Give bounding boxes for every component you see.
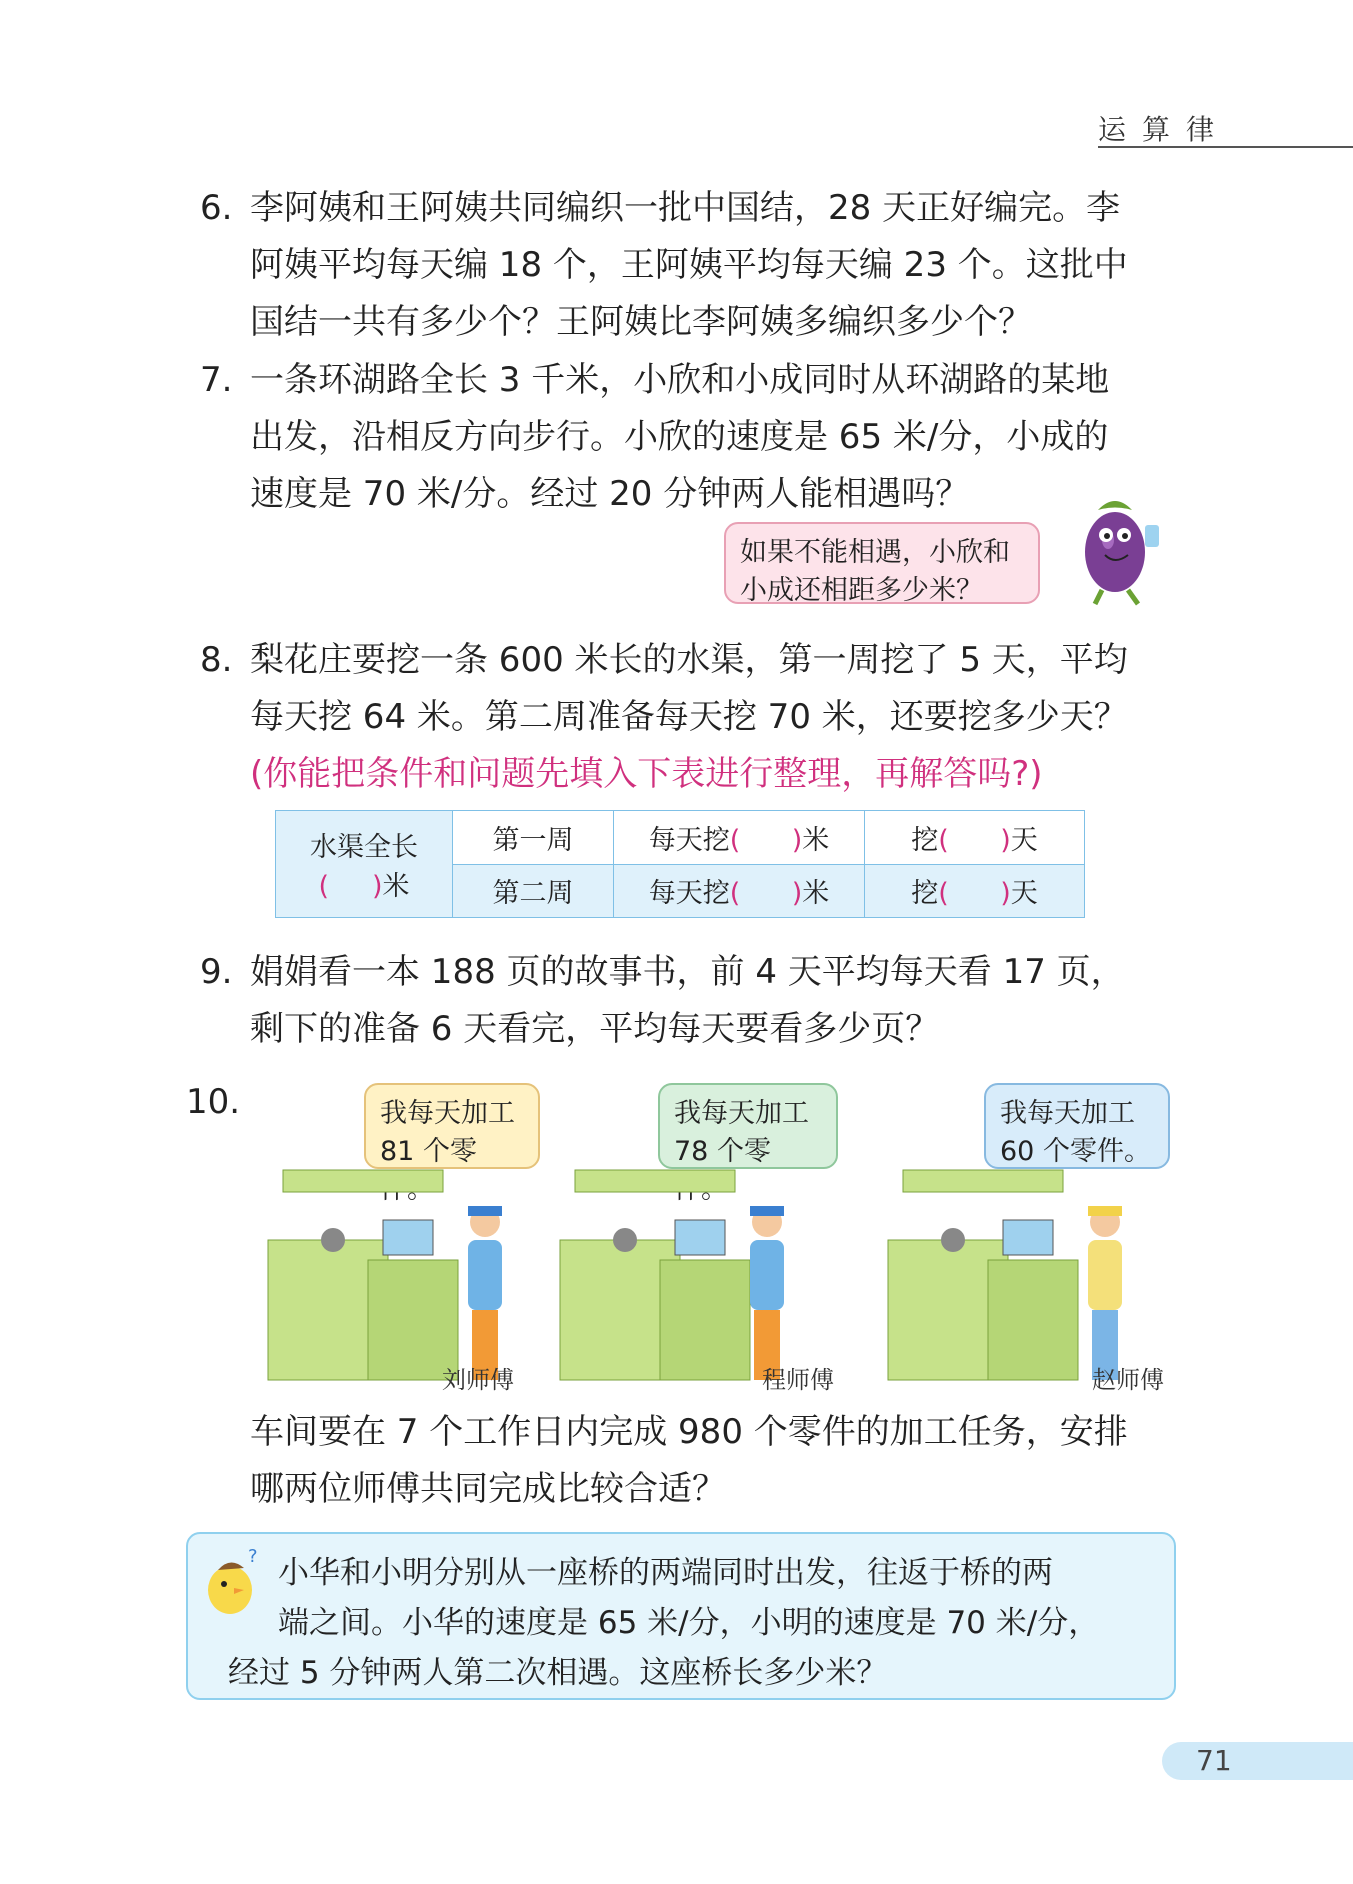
- problem-6: [200, 180, 1180, 351]
- problem-line: 出发，沿相反方向步行。小欣的速度是 65 米/分，小成的: [250, 417, 1109, 457]
- problem-number: 6.: [200, 188, 233, 228]
- problem-number: 8.: [200, 640, 233, 680]
- bubble-line: 我每天加工: [1000, 1098, 1135, 1129]
- worker-name-zhao: 赵师傅: [1092, 1366, 1164, 1394]
- chapter-title: 运算律: [1098, 113, 1231, 146]
- problem-line: 每天挖 64 米。第二周准备每天挖 70 米，还要挖多少天？: [250, 697, 1128, 737]
- week-1-label: 第一周: [453, 811, 614, 865]
- problem-line: 车间要在 7 个工作日内完成 980 个零件的加工任务，安排: [250, 1412, 1128, 1452]
- bubble-line: 我每天加工: [380, 1098, 515, 1129]
- week-2-daily-cell: 每天挖( )米: [614, 864, 865, 918]
- problem-line: 速度是 70 米/分。经过 20 分钟两人能相遇吗？: [250, 474, 970, 514]
- challenge-line: 小华和小明分别从一座桥的两端同时出发，往返于桥的两: [278, 1555, 1053, 1591]
- problem-hint: (你能把条件和问题先填入下表进行整理，再解答吗?): [250, 754, 1043, 794]
- challenge-box: [186, 1532, 1176, 1700]
- header-rule: [1098, 146, 1353, 148]
- problem-8-table: [275, 810, 1085, 918]
- problem-line: 娟娟看一本 188 页的故事书，前 4 天平均每天看 17 页，: [250, 952, 1125, 992]
- total-length-label: 水渠全长: [310, 832, 418, 863]
- problem-7: [200, 352, 1180, 523]
- page-number-tab: [1162, 1742, 1353, 1780]
- svg-text:?: ?: [248, 1546, 258, 1567]
- problem-9: [200, 944, 1180, 1058]
- machine-worker-illustration-3: [878, 1160, 1168, 1390]
- week-2-days-cell: 挖( )天: [865, 864, 1085, 918]
- bubble-line: 我每天加工: [674, 1098, 809, 1129]
- worker-name-cheng: 程师傅: [762, 1366, 834, 1394]
- challenge-line: 经过 5 分钟两人第二次相遇。这座桥长多少米？: [228, 1655, 888, 1691]
- problem-line: 梨花庄要挖一条 600 米长的水渠，第一周挖了 5 天，平均: [250, 640, 1128, 680]
- worker-3-speech-bubble: [984, 1083, 1170, 1169]
- problem-10-question: [200, 1404, 1180, 1518]
- problem-line: 李阿姨和王阿姨共同编织一批中国结，28 天正好编完。李: [250, 188, 1121, 228]
- eggplant-mascot-icon: [1050, 480, 1180, 610]
- bubble-line: 78 个零: [674, 1136, 771, 1167]
- week-1-days-cell: 挖( )天: [865, 811, 1085, 865]
- week-2-label: 第二周: [453, 864, 614, 918]
- total-length-cell: [276, 811, 453, 918]
- bubble-line: 81 个零: [380, 1136, 477, 1167]
- challenge-text: [228, 1548, 1158, 1698]
- problem-line: 国结一共有多少个？王阿姨比李阿姨多编织多少个？: [250, 302, 1032, 342]
- machine-worker-illustration-1: [258, 1160, 548, 1390]
- problem-8: [200, 632, 1180, 803]
- worker-1-speech-bubble: [364, 1083, 540, 1169]
- challenge-line: 端之间。小华的速度是 65 米/分，小明的速度是 70 米/分，: [278, 1605, 1100, 1641]
- bubble-line: 小成还相距多少米？: [740, 575, 983, 606]
- problem-line: 一条环湖路全长 3 千米，小欣和小成同时从环湖路的某地: [250, 360, 1110, 400]
- problem-number: 10.: [186, 1082, 241, 1122]
- total-length-blank: ( )米: [318, 871, 410, 902]
- bubble-line: 60 个零件。: [1000, 1136, 1151, 1167]
- problem-number: 9.: [200, 952, 233, 992]
- problem-line: 剩下的准备 6 天看完，平均每天要看多少页？: [250, 1009, 940, 1049]
- page-number: 71: [1196, 1744, 1232, 1777]
- week-1-daily-cell: 每天挖( )米: [614, 811, 865, 865]
- problem-number: 7.: [200, 360, 233, 400]
- problem-line: 阿姨平均每天编 18 个，王阿姨平均每天编 23 个。这批中: [250, 245, 1128, 285]
- worker-2-speech-bubble: [658, 1083, 838, 1169]
- machine-worker-illustration-2: [550, 1160, 840, 1390]
- hint-speech-bubble: [724, 522, 1040, 604]
- bubble-line: 如果不能相遇，小欣和: [740, 537, 1010, 568]
- worker-name-liu: 刘师傅: [442, 1366, 514, 1394]
- problem-line: 哪两位师傅共同完成比较合适？: [250, 1469, 726, 1509]
